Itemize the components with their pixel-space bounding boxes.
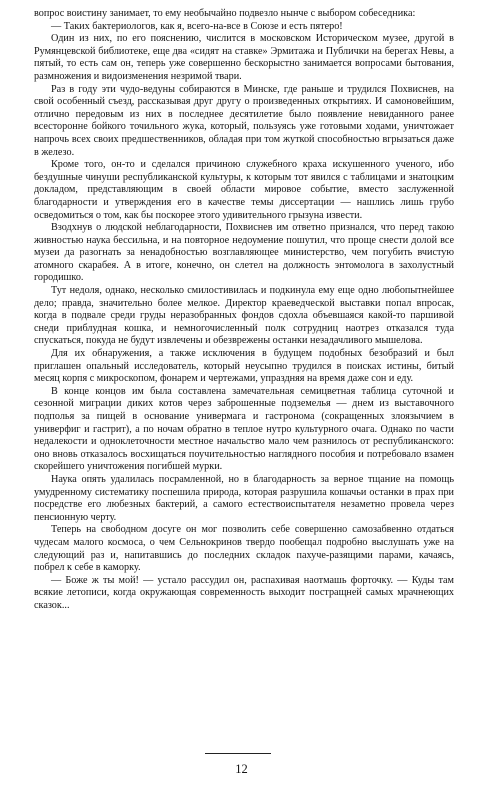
paragraph: Теперь на свободном досуге он мог позволить себе совершенно самозабвенно отдаться чудесам малого космоса, о чем Сельнокринов твердо пообещал подробно выслушать уже на следующий раз и, напитавшись до последних складок пахуче-разящими парами, качаясь, побрел к себе в каморку.: [34, 524, 454, 574]
paragraph: — Боже ж ты мой! — устало рассудил он, распахивая наотмашь форточку. — Куды там всякие летописи, когда окружающая современность выходит постращней самых мрачнеющих сказок...: [34, 574, 454, 611]
paragraph: Раз в году эти чудо-ведуны собираются в Минске, где раньше и трудился Похвиснев, на свой особенный съезд, рассказывая друг другу о произведенных открытиях. И самоновейшим, отлично передовым из них в последнее десятилетие было появление невиданного ранее всесторонне бойкого точильного жука, который, пользуясь уже готовыми ходами, уничтожает напрочь всех своих предшественников, обладая при том жуткой способностью вгрызаться даже в железо.: [34, 83, 454, 158]
paragraph: Один из них, по его пояснению, числится в московском Историческом музее, другой в Румянцевской библиотеке, еще два «сидят на ставке» Эрмитажа и Публички на берегах Невы, а пятый, то есть сам он, теперь уже совершенно бескорыстно занимается вопросами бытования, размножения и видоизменения незримой твари.: [34, 33, 454, 82]
paragraph: В конце концов им была составлена замечательная семицветная таблица суточной и сезонной миграции диких котов через заброшенные подземелья — днем из выставочного подполья за пищей в основание универмага и гастронома (сокращенных злоязычием в универфиг и гастрит), а по ночам обратно в теплое нутро культурного очага. Однако по части недалекости и одноклеточности местное начальство мало чем разнилось от республиканского: оно вновь отказалось восхищаться поучительностью наглядного пособия и потребовало взамен скорейшего уничтожения погибшей мурки.: [34, 385, 454, 473]
footer-rule: [205, 753, 271, 754]
paragraph: — Таких бактериологов, как я, всего-на-все в Союзе и есть пятеро!: [51, 20, 343, 32]
paragraph: Взодхнув о людской неблагодарности, Похвиснев им ответно признался, что перед такою живностью наука бессильна, и на повторное недоумение пошутил, что проще снести долой все музеи да разогнать за ненадобностью возглавляющее министерство, чем погубить вчистую атомного скарабея. А в итоге, конечно, он слетел на должность энтомолога в захолустный городишко.: [34, 222, 454, 284]
paragraph: Кроме того, он-то и сделался причиною служебного краха искушенного ученого, ибо бездушные чинуши республиканской культуры, к которым тот явился с таблицами и знатоцким докладом, представляющим в своей области мировое событие, вместо заслуженной благодарности и утверждения его в качестве темы диссертации — нашлись лишь грубо осведомиться о том, как бы поскорее этого удивительного грызуна извести.: [34, 159, 454, 221]
paragraph: Для их обнаружения, а также исключения в будущем подобных безобразий и был приглашен опальный исследователь, который неусыпно трудился в поисках истины, битый месяц корпя с микроскопом, фонарем и чертежами, упраздняя на время даже сон и еду.: [34, 348, 454, 385]
paragraph: Наука опять удалилась посрамленной, но в благодарность за верное тщание на помощь умудренному систематику поспешила природа, которая разрушила кошачьи останки в прах при посредстве его любезных бактерий, а самого естествоиспытателя незаметно провела через пенсионную черту.: [34, 473, 454, 523]
paragraph: вопрос воистину занимает, то ему необычайно подвезло нынче с выбором собеседника:: [34, 8, 416, 19]
page-number: 12: [235, 762, 248, 776]
page-text: [34, 8, 454, 613]
paragraph: Тут недоля, однако, несколько смилостивилась и подкинула ему еще одно любопытнейшее дело; правда, значительно более мелкое. Директор краеведческой выставки попал впросак, когда в подвале среди груды неразобранных фондов сдохла объевшаяся какой-то паршивой снеди приблудная кошка, и немногочисленный полк сотрудниц наотрез отказался туда спускаться, покуда не будут извлечены и обезврежены останки незадачливого мышелова.: [34, 285, 454, 347]
